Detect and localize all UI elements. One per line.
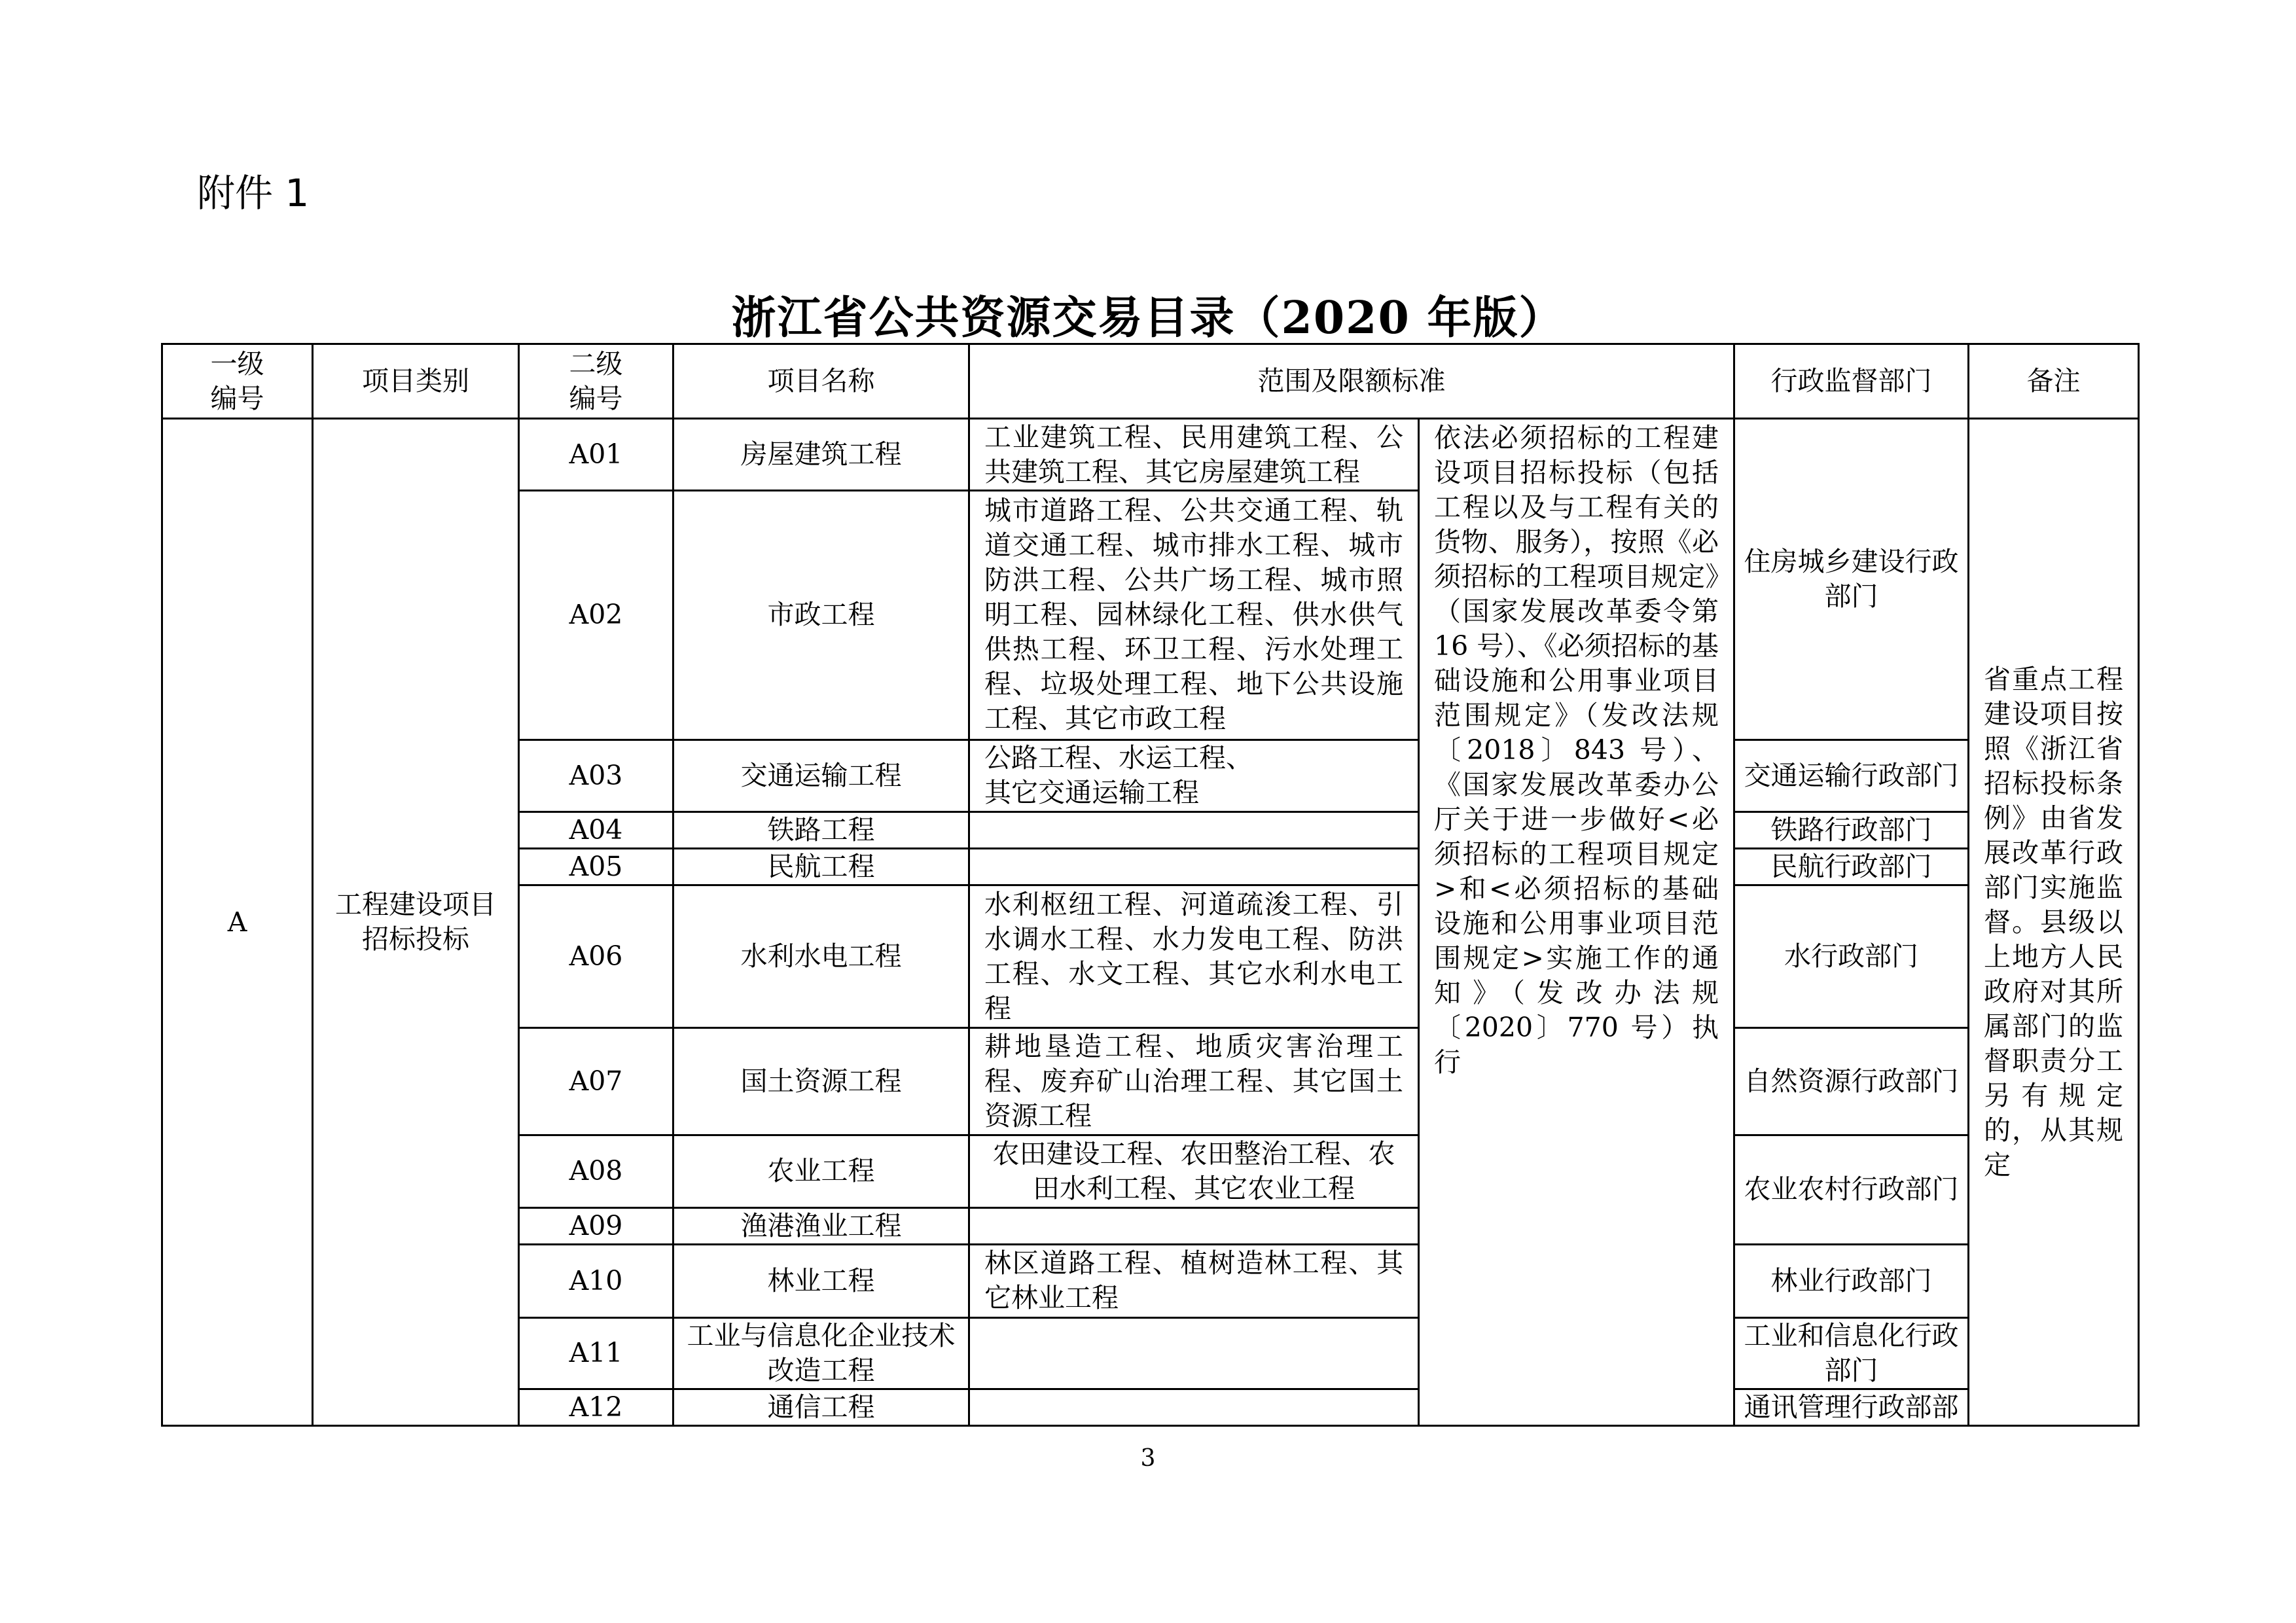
category-code: A [162,419,313,1426]
item-name: 林业工程 [673,1244,969,1317]
dept-railway: 铁路行政部门 [1734,812,1969,848]
item-code: A12 [519,1389,673,1425]
dept-telecom: 通讯管理行政部部 [1734,1389,1969,1425]
item-scope [969,1207,1419,1244]
item-code: A02 [519,491,673,740]
item-name: 交通运输工程 [673,740,969,812]
dept-agriculture: 农业农村行政部门 [1734,1135,1969,1244]
item-scope: 耕地垦造工程、地质灾害治理工程、废弃矿山治理工程、其它国土资源工程 [969,1028,1419,1135]
item-name: 民航工程 [673,848,969,885]
header-row [162,344,2139,419]
item-code: A04 [519,812,673,848]
item-code: A05 [519,848,673,885]
item-name: 工业与信息化企业技术改造工程 [673,1317,969,1389]
header-category: 项目类别 [313,344,519,419]
item-name: 房屋建筑工程 [673,419,969,491]
legal-basis: 依法必须招标的工程建设项目招标投标（包括工程以及与工程有关的货物、服务），按照《必须招标的工程项目规定》（国家发展改革委令第 16 号）、《必须招标的基础设施和公用事业项目范围规定》（发改法规〔2018〕843 号）、《国家发展改革委办公厅关于进一步做好<必须招标的工程项目规定>和<必须招标的基础设施和公用事业项目范围规定>实施工作的通知》（发改办法规〔2020〕770 号）执行 [1419,419,1734,1426]
dept-housing: 住房城乡建设行政部门 [1734,419,1969,740]
remark-text: 省重点工程建设项目按照《浙江省招标投标条例》由省发展改革行政部门实施监督。县级以上地方人民政府对其所属部门的监督职责分工另有规定的，从其规定 [1969,419,2139,1426]
dept-industry: 工业和信息化行政部门 [1734,1317,1969,1389]
dept-transport: 交通运输行政部门 [1734,740,1969,812]
header-item-name: 项目名称 [673,344,969,419]
header-scope: 范围及限额标准 [969,344,1734,419]
item-name: 铁路工程 [673,812,969,848]
header-dept: 行政监督部门 [1734,344,1969,419]
item-scope: 城市道路工程、公共交通工程、轨道交通工程、城市排水工程、城市防洪工程、公共广场工程、城市照明工程、园林绿化工程、供水供气供热工程、环卫工程、污水处理工程、垃圾处理工程、地下公共设施工程、其它市政工程 [969,491,1419,740]
header-level2-code: 二级 编号 [519,344,673,419]
table-row [162,419,2139,491]
item-scope: 工业建筑工程、民用建筑工程、公共建筑工程、其它房屋建筑工程 [969,419,1419,491]
item-scope [969,1389,1419,1425]
document-title: 浙江省公共资源交易目录（2020 年版） [731,292,1565,344]
item-scope [969,812,1419,848]
header-remark: 备注 [1969,344,2139,419]
item-code: A01 [519,419,673,491]
dept-aviation: 民航行政部门 [1734,848,1969,885]
item-scope: 公路工程、水运工程、 其它交通运输工程 [969,740,1419,812]
dept-forestry: 林业行政部门 [1734,1244,1969,1317]
item-scope [969,1317,1419,1389]
dept-resources: 自然资源行政部门 [1734,1028,1969,1135]
item-code: A03 [519,740,673,812]
item-name: 农业工程 [673,1135,969,1207]
item-name: 水利水电工程 [673,885,969,1027]
item-name: 通信工程 [673,1389,969,1425]
item-code: A09 [519,1207,673,1244]
category-name: 工程建设项目招标投标 [313,419,519,1426]
item-code: A07 [519,1028,673,1135]
attachment-label: 附件 1 [197,171,310,215]
dept-water: 水行政部门 [1734,885,1969,1027]
item-scope: 水利枢纽工程、河道疏浚工程、引水调水工程、水力发电工程、防洪工程、水文工程、其它水利水电工程 [969,885,1419,1027]
item-code: A10 [519,1244,673,1317]
header-level1-code: 一级 编号 [162,344,313,419]
item-scope [969,848,1419,885]
item-name: 渔港渔业工程 [673,1207,969,1244]
item-scope: 农田建设工程、农田整治工程、农田水利工程、其它农业工程 [969,1135,1419,1207]
page-number: 3 [1140,1445,1156,1472]
item-name: 国土资源工程 [673,1028,969,1135]
item-scope: 林区道路工程、植树造林工程、其它林业工程 [969,1244,1419,1317]
catalog-table [161,343,2140,1427]
item-name: 市政工程 [673,491,969,740]
item-code: A08 [519,1135,673,1207]
item-code: A06 [519,885,673,1027]
item-code: A11 [519,1317,673,1389]
